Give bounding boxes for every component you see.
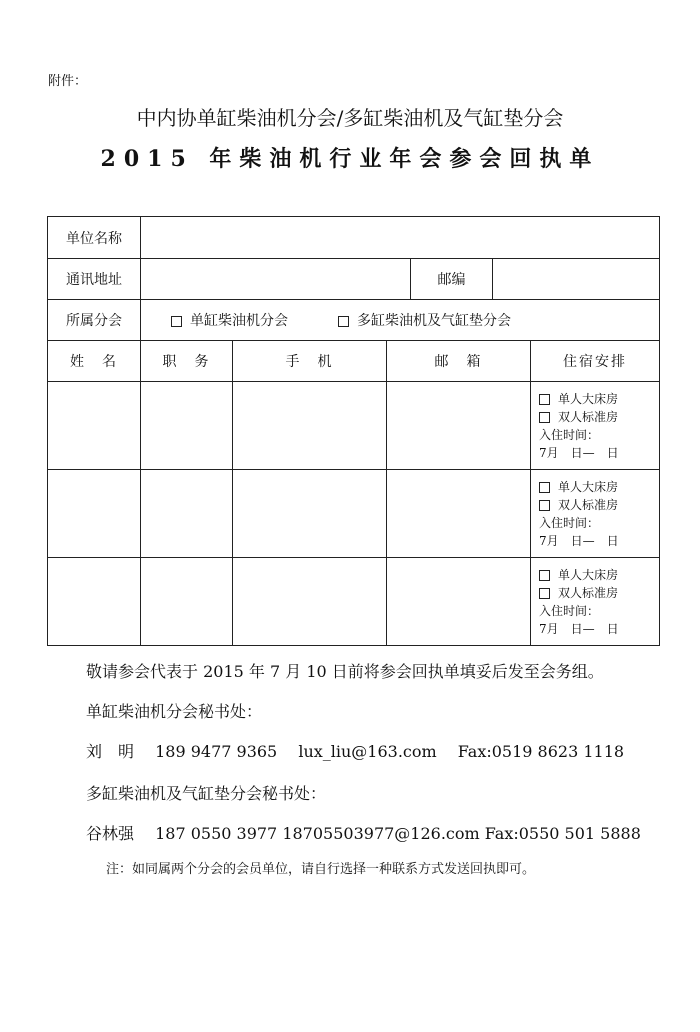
email-cell[interactable] bbox=[387, 382, 531, 470]
lodging-cell bbox=[531, 558, 660, 646]
checkbox-icon[interactable] bbox=[539, 412, 550, 423]
position-cell[interactable] bbox=[141, 382, 233, 470]
branch-label: 所属分会 bbox=[48, 300, 141, 341]
mobile-cell[interactable] bbox=[233, 558, 387, 646]
secretariat-2-title: 多缸柴油机及气缸垫分会秘书处： bbox=[86, 784, 327, 803]
checkin-label: 入住时间： bbox=[539, 427, 600, 442]
lodging-option-single[interactable]: 单人大床房 bbox=[539, 566, 659, 584]
postcode-label: 邮编 bbox=[411, 259, 493, 300]
branch-options bbox=[141, 300, 660, 341]
document-title: 2015 年柴油机行业年会参会回执单 bbox=[100, 146, 600, 172]
address-label: 通讯地址 bbox=[48, 259, 141, 300]
checkbox-icon[interactable] bbox=[539, 570, 550, 581]
lodging-option-single[interactable]: 单人大床房 bbox=[539, 478, 659, 496]
unit-name-field[interactable] bbox=[141, 217, 660, 259]
checkin-dates[interactable]: 7月 日— 日 bbox=[539, 621, 619, 636]
postcode-field[interactable] bbox=[493, 259, 660, 300]
mobile-cell[interactable] bbox=[233, 470, 387, 558]
address-field[interactable] bbox=[141, 259, 411, 300]
checkbox-icon[interactable] bbox=[539, 500, 550, 511]
name-cell[interactable] bbox=[48, 382, 141, 470]
branch-option-single[interactable]: 单缸柴油机分会 bbox=[171, 313, 288, 329]
email-cell[interactable] bbox=[387, 470, 531, 558]
table-row bbox=[48, 558, 660, 646]
header-position: 职 务 bbox=[141, 341, 233, 382]
lodging-option-double[interactable]: 双人标准房 bbox=[539, 408, 659, 426]
secretariat-2-contact: 谷林强 187 0550 3977 18705503977@126.com Fax:0550 501 5888 bbox=[86, 824, 641, 843]
checkin-dates[interactable]: 7月 日— 日 bbox=[539, 445, 619, 460]
lodging-option-single[interactable]: 单人大床房 bbox=[539, 390, 659, 408]
mobile-cell[interactable] bbox=[233, 382, 387, 470]
secretariat-1-title: 单缸柴油机分会秘书处： bbox=[86, 702, 263, 721]
document-subtitle: 中内协单缸柴油机分会/多缸柴油机及气缸垫分会 bbox=[136, 106, 564, 130]
lodging-cell bbox=[531, 382, 660, 470]
checkbox-icon[interactable] bbox=[338, 316, 349, 327]
attachment-label: 附件： bbox=[48, 74, 88, 89]
footnote: 注：如同属两个分会的会员单位，请自行选择一种联系方式发送回执即可。 bbox=[106, 862, 536, 877]
secretariat-1-contact: 刘 明 189 9477 9365 lux_liu@163.com Fax:0519 8623 1118 bbox=[86, 742, 625, 761]
name-cell[interactable] bbox=[48, 470, 141, 558]
checkbox-icon[interactable] bbox=[171, 316, 182, 327]
unit-name-label: 单位名称 bbox=[48, 217, 141, 259]
table-row bbox=[48, 382, 660, 470]
checkin-label: 入住时间： bbox=[539, 603, 600, 618]
checkin-label: 入住时间： bbox=[539, 515, 600, 530]
lodging-option-double[interactable]: 双人标准房 bbox=[539, 496, 659, 514]
header-name: 姓 名 bbox=[48, 341, 141, 382]
checkbox-icon[interactable] bbox=[539, 482, 550, 493]
header-email: 邮 箱 bbox=[387, 341, 531, 382]
checkbox-icon[interactable] bbox=[539, 588, 550, 599]
deadline-notice: 敬请参会代表于 2015 年 7 月 10 日前将参会回执单填妥后发至会务组。 bbox=[86, 662, 604, 681]
position-cell[interactable] bbox=[141, 558, 233, 646]
position-cell[interactable] bbox=[141, 470, 233, 558]
name-cell[interactable] bbox=[48, 558, 141, 646]
email-cell[interactable] bbox=[387, 558, 531, 646]
header-lodging: 住宿安排 bbox=[531, 341, 660, 382]
checkbox-icon[interactable] bbox=[539, 394, 550, 405]
checkin-dates[interactable]: 7月 日— 日 bbox=[539, 533, 619, 548]
registration-form bbox=[47, 216, 660, 646]
header-mobile: 手 机 bbox=[233, 341, 387, 382]
branch-option-multi[interactable]: 多缸柴油机及气缸垫分会 bbox=[338, 313, 511, 329]
lodging-option-double[interactable]: 双人标准房 bbox=[539, 584, 659, 602]
table-row bbox=[48, 470, 660, 558]
lodging-cell bbox=[531, 470, 660, 558]
